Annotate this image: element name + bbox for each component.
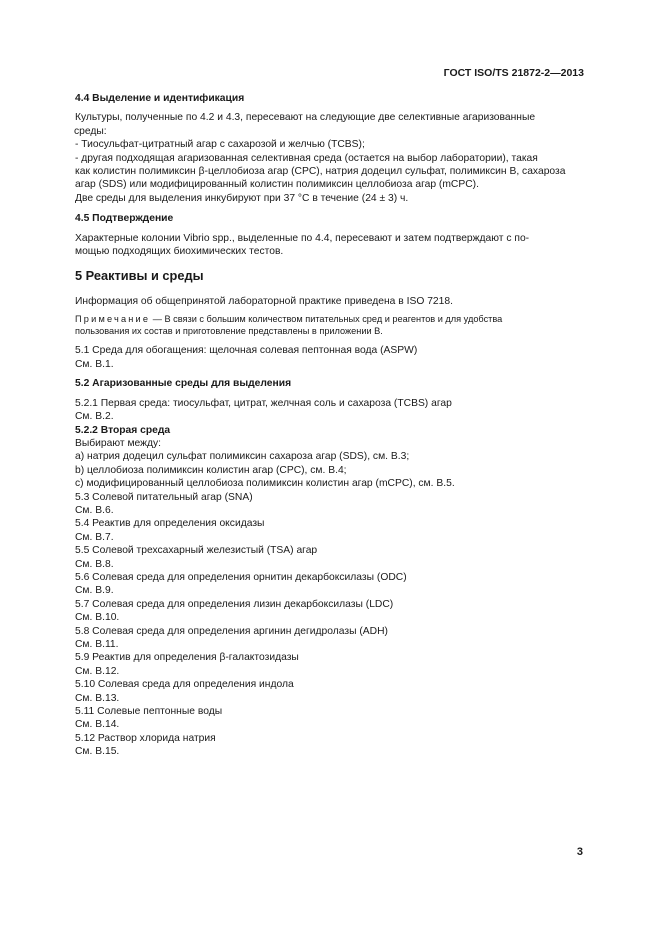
list-item: c) модифицированный целлобиоза полимиксин колистин агар (mCPC), см. B.5. (75, 478, 455, 490)
text-line: Информация об общепринятой лабораторной практике приведена в ISO 7218. (75, 295, 453, 307)
section-item-title: 5.10 Солевая среда для определения индола (75, 679, 294, 691)
note-label: Примечание (75, 314, 151, 325)
text-line: Культуры, полученные по 4.2 и 4.3, пересевают на следующие две селективные агаризованные (75, 112, 536, 124)
reference: См. B.9. (75, 585, 114, 597)
reference: См. B.10. (75, 612, 120, 624)
reference: См. B.13. (75, 692, 120, 704)
section-item-title: 5.6 Солевая среда для определения орнитин декарбоксилазы (ODC) (75, 571, 407, 583)
paragraph (75, 111, 584, 124)
section-item-title: 5.8 Солевая среда для определения аргинин дегидролазы (ADH) (75, 625, 388, 637)
reference: См. B.8. (75, 558, 114, 570)
section-item-title: 5.4 Реактив для определения оксидазы (75, 518, 265, 530)
section-5-title: 5 Реактивы и среды (75, 268, 204, 284)
section-item-title: 5.9 Реактив для определения β-галактозидазы (75, 652, 299, 664)
section-item-title: 5.5 Солевой трехсахарный железистый (TSA) агар (75, 545, 318, 557)
section-4-5-title: 4.5 Подтверждение (75, 213, 174, 225)
reference: См. B.11. (75, 639, 119, 650)
text-line: Характерные колонии Vibrio spp., выделенные по 4.4, пересевают и затем подтверждают с по- (75, 232, 530, 244)
text-line: Выбирают между: (75, 437, 162, 449)
document-header: ГОСТ ISO/TS 21872-2—2013 (443, 67, 584, 79)
list-item: b) целлобиоза полимиксин колистин агар (CPC), см. B.4; (75, 464, 347, 476)
reference: См. B.12. (75, 665, 120, 677)
section-5-2-1: 5.2.1 Первая среда: тиосульфат, цитрат, желчная соль и сахароза (TCBS) агар (75, 397, 452, 409)
reference: См. B.15. (75, 746, 120, 758)
bullet-item: - другая подходящая агаризованная селективная среда (остается на выбор лаборатории), такая (75, 152, 538, 164)
reference: См. B.14. (75, 719, 120, 731)
text-line: мощью подходящих биохимических тестов. (75, 246, 284, 258)
reference: См. B.1. (75, 358, 114, 370)
bullet-item: - Тиосульфат-цитратный агар с сахарозой и желчью (TCBS); (75, 139, 365, 151)
section-4-4-title: 4.4 Выделение и идентификация (75, 93, 245, 104)
section-item-title: 5.11 Солевые пептонные воды (75, 706, 223, 718)
section-5-2-title: 5.2 Агаризованные среды для выделения (75, 378, 292, 390)
reference: См. B.6. (75, 504, 114, 516)
section-item-title: 5.12 Раствор хлорида натрия (75, 732, 216, 744)
list-item: a) натрия додецил сульфат полимиксин сахароза агар (SDS), см. B.3; (75, 451, 410, 463)
page-content (75, 92, 584, 759)
section-5-1: 5.1 Среда для обогащения: щелочная солевая пептонная вода (ASPW) (75, 345, 418, 357)
reference: См. B.7. (75, 531, 114, 543)
section-item-title: 5.7 Солевая среда для определения лизин декарбоксилазы (LDC) (75, 598, 394, 610)
section-5-2-2-title: 5.2.2 Вторая среда (75, 424, 171, 436)
note-text: — В связи с большим количеством питательных сред и реагентов и для удобства (150, 314, 503, 325)
section-item-title: 5.3 Солевой питательный агар (SNA) (75, 491, 253, 503)
reference: См. B.2. (75, 411, 114, 423)
page-number: 3 (576, 846, 583, 858)
note (75, 314, 584, 326)
text-line: среды: (74, 125, 107, 137)
text-line: как колистин полимиксин β-целлобиоза агар (CPC), натрия додецил сульфат, полимиксин B, сахароза (75, 166, 566, 178)
text-line: Две среды для выделения инкубируют при 37 °C в течение (24 ± 3) ч. (75, 192, 409, 204)
note-text-continued: пользования их состав и приготовление представлены в приложении B. (75, 325, 383, 336)
text-line: агар (SDS) или модифицированный колистин полимиксин целлобиоза агар (mCPC). (75, 179, 479, 191)
